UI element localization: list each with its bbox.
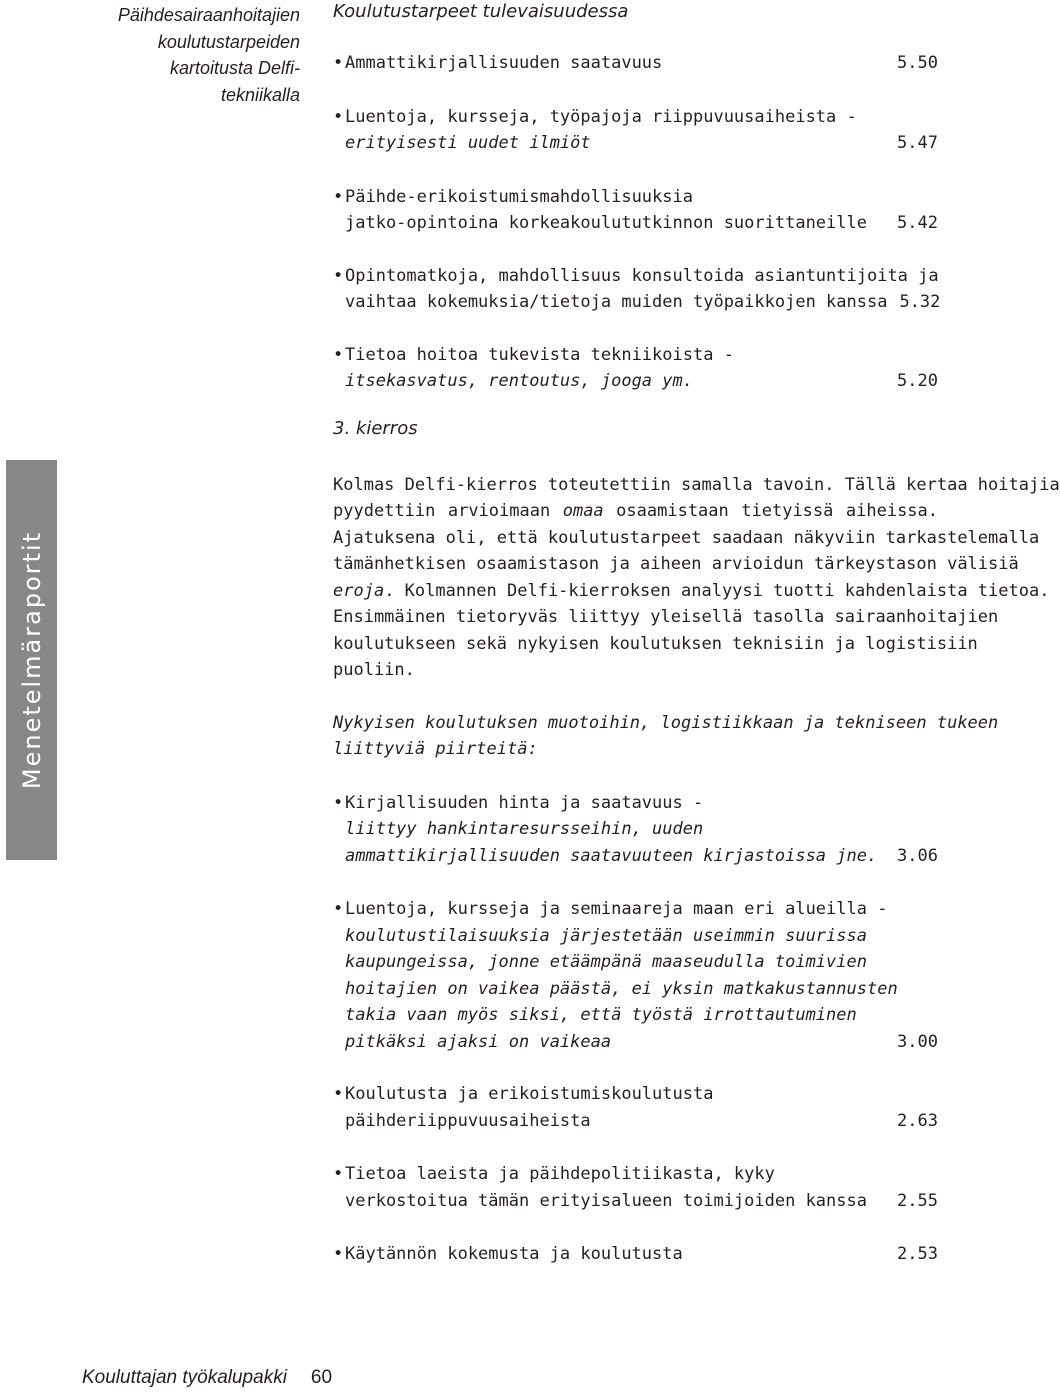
list-item <box>333 896 938 1055</box>
bullet: • <box>333 53 344 73</box>
intro-text <box>333 710 999 763</box>
item-value: 3.06 <box>897 845 938 866</box>
list-item <box>333 1081 938 1134</box>
item-text: Tietoa laeista ja päihdepolitiikasta, kyky <box>345 1164 775 1184</box>
item-text: verkostoitua tämän erityisalueen toimijoiden kanssa <box>345 1190 867 1211</box>
item-text: päihderiippuvuusaiheista <box>345 1110 591 1131</box>
side-note-line: koulutustarpeiden <box>157 31 300 52</box>
item-value: 2.55 <box>897 1190 938 1211</box>
paragraph-line: pyydettiin arvioimaan omaa osaamistaan tietyissä aiheissa. <box>333 501 939 521</box>
main-content <box>333 0 1060 1268</box>
body-paragraph <box>333 472 1060 684</box>
item-value: 5.32 <box>899 292 941 312</box>
side-note-line: tekniikalla <box>220 84 300 105</box>
bullet: • <box>333 1164 344 1184</box>
item-text: Luentoja, kursseja, työpajoja riippuvuusaiheista - <box>345 106 857 127</box>
item-text: hoitajien on vaikea päästä, ei yksin matkakustannusten <box>345 978 898 999</box>
list-item <box>333 263 941 316</box>
list-item <box>333 790 938 870</box>
bullet: • <box>333 265 344 286</box>
page-footer <box>82 1367 332 1389</box>
list-item <box>333 342 938 395</box>
list-item <box>333 1161 938 1214</box>
paragraph-line: koulutukseen sekä nykyisen koulutuksen teknisiin ja logistisiin <box>333 633 978 654</box>
item-text: vaihtaa kokemuksia/tietoja muiden työpaikkojen kanssa <box>345 292 888 312</box>
list-item <box>333 184 938 237</box>
item-text: Opintomatkoja, mahdollisuus konsultoida asiantuntijoita ja <box>345 265 939 286</box>
item-text: Päihde-erikoistumismahdollisuuksia <box>345 186 693 207</box>
side-note <box>86 2 300 108</box>
intro-line: Nykyisen koulutuksen muotoihin, logistiikkaan ja tekniseen tukeen <box>333 712 999 733</box>
paragraph-line: eroja. Kolmannen Delfi-kierroksen analyysi tuotti kahdenlaista tietoa. <box>333 580 1050 601</box>
item-text: Ammattikirjallisuuden saatavuus <box>345 53 663 73</box>
item-value: 5.47 <box>897 133 938 153</box>
paragraph-line: tämänhetkisen osaamistason ja aiheen arvioidun tärkeystason välisiä <box>333 554 1019 574</box>
section-tab <box>6 460 57 860</box>
bullet: • <box>333 106 344 127</box>
item-text: Koulutusta ja erikoistumiskoulutusta <box>345 1084 714 1104</box>
item-value: 5.42 <box>897 213 938 233</box>
paragraph-line: puoliin. <box>333 660 415 680</box>
item-value: 2.53 <box>897 1244 938 1264</box>
item-text: Kirjallisuuden hinta ja saatavuus - <box>345 792 704 813</box>
item-value: 5.20 <box>897 371 938 391</box>
bullet: • <box>333 1244 344 1264</box>
list-item <box>333 50 938 77</box>
side-note-line: Päihdesairaanhoitajien <box>117 5 300 25</box>
paragraph-line: Ensimmäinen tietoryväs liittyy yleisellä tasolla sairaanhoitajien <box>333 607 999 627</box>
section-heading: 3. kierros <box>333 417 418 439</box>
item-text: pitkäksi ajaksi on vaikeaa <box>345 1031 612 1052</box>
item-value: 3.00 <box>897 1031 938 1052</box>
item-text: itsekasvatus, rentoutus, jooga ym. <box>345 371 693 391</box>
section-heading: Koulutustarpeet tulevaisuudessa <box>333 1 629 22</box>
page-number: 60 <box>310 1367 333 1388</box>
item-text: Käytännön kokemusta ja koulutusta <box>345 1244 683 1264</box>
bullet: • <box>333 186 344 207</box>
item-text: kaupungeissa, jonne etäämpänä maaseudulla toimivien <box>345 952 867 972</box>
bullet: • <box>333 792 344 813</box>
item-text: liittyy hankintaresursseihin, uuden <box>345 819 704 839</box>
paragraph-line: Kolmas Delfi-kierros toteutettiin samalla tavoin. Tällä kertaa hoitajia <box>333 474 1060 495</box>
item-text: takia vaan myös siksi, että työstä irrottautuminen <box>345 1005 857 1025</box>
side-note-line: kartoitusta Delfi- <box>169 58 300 78</box>
intro-line: liittyviä piirteitä: <box>333 739 538 759</box>
item-text: Luentoja, kursseja ja seminaareja maan eri alueilla - <box>345 899 888 919</box>
footer-title: Kouluttajan työkalupakki <box>82 1367 287 1388</box>
item-text: koulutustilaisuuksia järjestetään useimmin suurissa <box>345 925 867 946</box>
list-item <box>333 1241 938 1268</box>
item-text: erityisesti uudet ilmiöt <box>345 133 591 153</box>
list-item <box>333 104 938 157</box>
item-text: jatko-opintoina korkeakoulututkinnon suorittaneille <box>345 213 867 233</box>
item-value: 5.50 <box>897 53 938 73</box>
section-tab-label: Menetelmäraportit <box>17 530 46 790</box>
item-text: ammattikirjallisuuden saatavuuteen kirjastoissa jne. <box>345 845 878 866</box>
bullet: • <box>333 344 344 365</box>
bullet: • <box>333 899 344 919</box>
item-value: 2.63 <box>897 1110 938 1131</box>
paragraph-line: Ajatuksena oli, että koulutustarpeet saadaan näkyviin tarkastelemalla <box>333 527 1040 548</box>
item-text: Tietoa hoitoa tukevista tekniikoista - <box>345 344 734 365</box>
bullet: • <box>333 1084 344 1104</box>
